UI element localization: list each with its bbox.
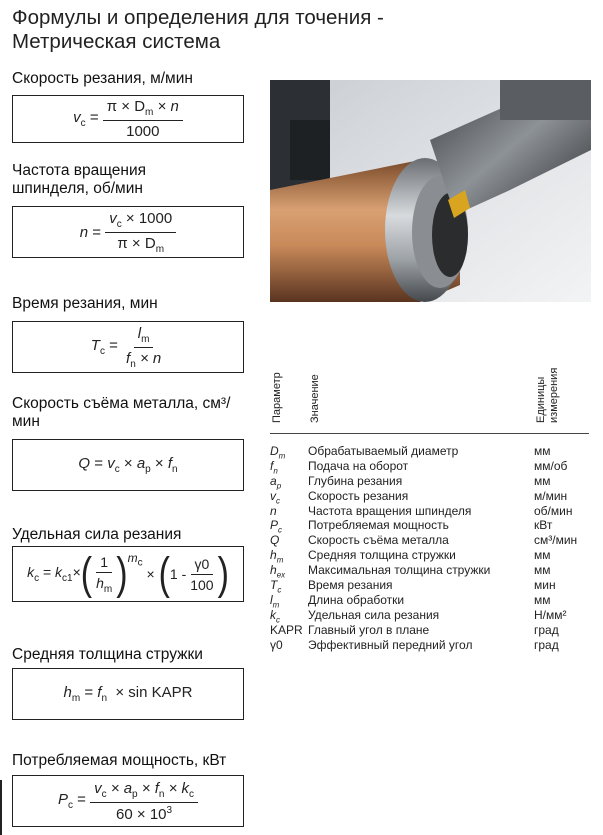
left-edge-bar [0,780,2,835]
param-unit: град [534,637,559,652]
param-unit: мм/об [534,458,568,473]
param-unit: мм [534,592,551,607]
param-unit: мм [534,444,551,458]
param-symbol: $P_c$ [270,518,283,535]
heading-metal-removal: Скорость съёма металла, см³/мин [12,395,231,430]
heading-spindle-speed: Частота вращения шпинделя, об/мин [12,162,147,197]
param-description: Длина обработки [308,592,405,607]
param-description: Глубина резания [308,473,403,488]
param-unit: мм [534,473,551,488]
table-row [270,563,595,578]
heading-chip-thickness: Средняя толщина стружки [12,646,203,663]
param-unit: мин [534,578,556,593]
heading-cutting-time: Время резания, мин [12,295,158,312]
param-symbol: $f_n$ [270,458,278,476]
param-symbol: $h_m$ [270,548,284,565]
heading-power: Потребляемая мощность, кВт [12,752,227,769]
param-symbol: $l_m$ [270,592,280,610]
param-unit: Н/мм² [534,607,567,622]
heading-cutting-speed: Скорость резания, м/мин [12,70,193,87]
param-symbol: KAPR [270,622,303,637]
param-unit: см³/мин [534,533,578,548]
param-description: Средняя толщина стружки [308,548,456,563]
param-description: Обрабатываемый диаметр [308,444,459,458]
column-header-units: Единицы измерения [535,367,560,423]
page-title: Формулы и определения для точения - Метрическая система [12,6,384,53]
table-row [270,459,595,474]
heading-specific-force: Удельная сила резания [12,526,182,543]
turning-photo [270,80,591,302]
param-description: Скорость съёма металла [308,533,449,548]
table-row [270,608,595,623]
param-symbol: $h_{ex}$ [270,563,286,580]
table-row [270,548,595,563]
param-description: Подача на оборот [308,458,409,473]
param-description: Максимальная толщина стружки [308,563,491,578]
formula-metal-removal: $Q = v_c \times a_p \times f_n$ [12,439,244,491]
table-row [270,593,595,608]
param-unit: мм [534,548,551,563]
param-symbol: $a_p$ [270,473,282,491]
formula-spindle-speed: n = $\frac{v_c \times 1000}{\pi \times D_m}$ [12,206,244,258]
formula-chip-thickness: $h_m = f_n \times \sin$ KAPR [12,668,244,720]
param-unit: м/мин [534,488,568,503]
formula-cutting-speed: $v_c$ = $\frac{\pi \times D_m \times n}{1000}$ [12,95,244,143]
param-unit: об/мин [534,503,573,518]
table-row [270,444,595,459]
param-description: Эффективный передний угол [308,637,473,652]
table-row [270,533,595,548]
param-symbol: $D_m$ [270,444,286,461]
param-symbol: $k_c$ [270,607,280,625]
table-row [270,623,595,638]
param-symbol: $T_c$ [270,578,282,595]
param-description: Потребляемая мощность [308,518,449,533]
table-row [270,638,595,653]
param-unit: мм [534,563,551,578]
table-row [270,578,595,593]
table-row [270,489,595,504]
table-row [270,518,595,533]
param-description: Частота вращения шпинделя [308,503,472,518]
formula-power: $P_c$ = $\frac{v_c \times a_p \times f_n \times k_c}{60 \times 10^3}$ [12,775,244,827]
param-description: Время резания [308,578,393,593]
column-header-parameter: Параметр [271,372,283,423]
param-symbol: Q [270,533,280,548]
param-description: Удельная сила резания [308,607,440,622]
formula-cutting-time: $T_c$ = $\frac{l_m}{f_n \times n}$ [12,321,244,373]
param-symbol: n [270,503,277,518]
param-symbol: γ0 [270,637,283,652]
param-unit: кВт [534,518,553,533]
table-header-divider [270,433,589,434]
param-unit: град [534,622,559,637]
column-header-meaning: Значение [309,374,321,423]
table-row [270,504,595,519]
table-row [270,474,595,489]
param-description: Главный угол в плане [308,622,430,637]
formula-specific-force: $k_c = k_{c1}\times$ ( $\frac{1}{h_m}$ ) $m_c$ × ( 1 - $\frac{\gamma 0}{100}$ ) [12,546,244,602]
parameter-table [270,444,595,652]
param-description: Скорость резания [308,488,409,503]
param-symbol: $v_c$ [270,488,280,506]
